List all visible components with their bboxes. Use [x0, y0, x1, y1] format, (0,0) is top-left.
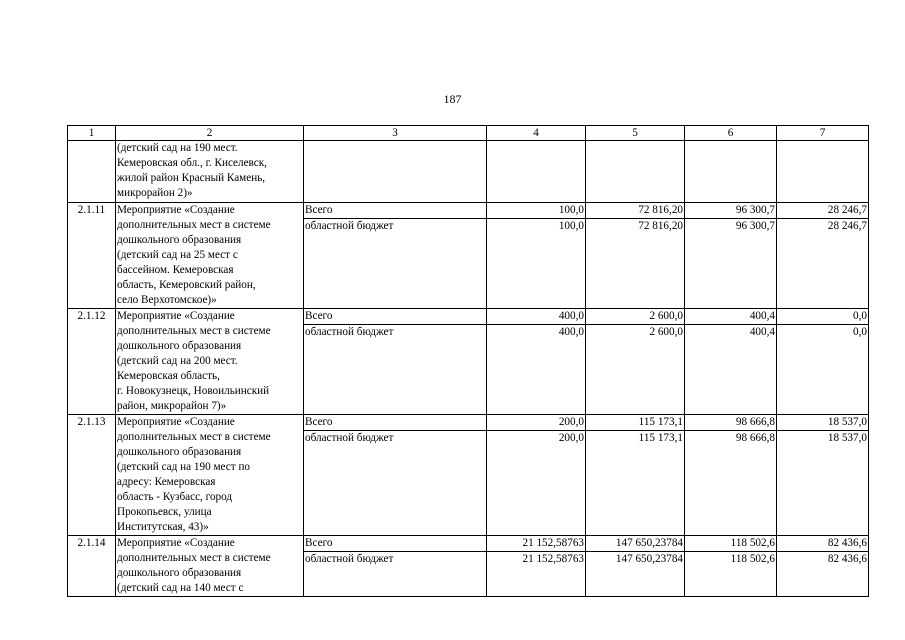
row-empty-cell [777, 141, 869, 203]
row-description: (детский сад на 190 мест. Кемеровская обл., г. Киселевск, жилой район Красный Камень, микрорайон 2)» [116, 141, 304, 203]
header-col-7: 7 [777, 126, 869, 141]
funding-source: областной бюджет [304, 325, 487, 415]
value-col-7: 82 436,6 [777, 536, 869, 552]
value-col-4: 400,0 [487, 325, 586, 415]
row-id: 2.1.14 [68, 536, 116, 597]
value-col-5: 72 816,20 [586, 219, 685, 309]
table-row [68, 203, 869, 219]
funding-source: областной бюджет [304, 552, 487, 597]
page-number: 187 [443, 92, 462, 106]
table-row-continuation [68, 141, 869, 203]
value-col-6: 118 502,6 [685, 552, 777, 597]
value-col-5: 2 600,0 [586, 325, 685, 415]
value-col-7: 82 436,6 [777, 552, 869, 597]
header-col-3: 3 [304, 126, 487, 141]
value-col-4: 200,0 [487, 415, 586, 431]
value-col-5: 72 816,20 [586, 203, 685, 219]
row-empty-cell [487, 141, 586, 203]
value-col-5: 2 600,0 [586, 309, 685, 325]
table-row [68, 415, 869, 431]
value-col-5: 147 650,23784 [586, 552, 685, 597]
table-row [68, 309, 869, 325]
value-col-7: 0,0 [777, 325, 869, 415]
value-col-6: 96 300,7 [685, 203, 777, 219]
value-col-6: 118 502,6 [685, 536, 777, 552]
value-col-4: 100,0 [487, 219, 586, 309]
header-col-4: 4 [487, 126, 586, 141]
value-col-4: 100,0 [487, 203, 586, 219]
funding-source: областной бюджет [304, 431, 487, 536]
funding-source: Всего [304, 203, 487, 219]
value-col-7: 18 537,0 [777, 415, 869, 431]
value-col-7: 28 246,7 [777, 203, 869, 219]
row-description: Мероприятие «Создание дополнительных мест в системе дошкольного образования (детский сад на 190 мест по адресу: Кемеровская область - Кузбасс, город Прокопьевск, улица Институтская, 43)» [116, 415, 304, 536]
table-row [68, 536, 869, 552]
value-col-6: 98 666,8 [685, 415, 777, 431]
funding-source: областной бюджет [304, 219, 487, 309]
value-col-5: 147 650,23784 [586, 536, 685, 552]
value-col-7: 18 537,0 [777, 431, 869, 536]
header-col-2: 2 [116, 126, 304, 141]
row-description: Мероприятие «Создание дополнительных мест в системе дошкольного образования (детский сад на 200 мест. Кемеровская область, г. Новокузнецк, Новоильинский район, микрорайон 7)» [116, 309, 304, 415]
row-id: 2.1.13 [68, 415, 116, 536]
funding-source: Всего [304, 309, 487, 325]
row-empty-cell [586, 141, 685, 203]
value-col-6: 400,4 [685, 309, 777, 325]
row-empty-cell [304, 141, 487, 203]
value-col-6: 400,4 [685, 325, 777, 415]
value-col-6: 96 300,7 [685, 219, 777, 309]
row-empty-cell [685, 141, 777, 203]
budget-table [67, 125, 869, 597]
header-col-6: 6 [685, 126, 777, 141]
value-col-4: 400,0 [487, 309, 586, 325]
value-col-5: 115 173,1 [586, 431, 685, 536]
row-id [68, 141, 116, 203]
funding-source: Всего [304, 415, 487, 431]
value-col-4: 200,0 [487, 431, 586, 536]
value-col-6: 98 666,8 [685, 431, 777, 536]
row-id: 2.1.12 [68, 309, 116, 415]
header-row [68, 126, 869, 141]
row-id: 2.1.11 [68, 203, 116, 309]
funding-source: Всего [304, 536, 487, 552]
row-description: Мероприятие «Создание дополнительных мест в системе дошкольного образования (детский сад на 140 мест с [116, 536, 304, 597]
value-col-4: 21 152,58763 [487, 552, 586, 597]
row-description: Мероприятие «Создание дополнительных мест в системе дошкольного образования (детский сад на 25 мест с бассейном. Кемеровская область, Кемеровский район, село Верхотомское)» [116, 203, 304, 309]
value-col-5: 115 173,1 [586, 415, 685, 431]
value-col-7: 28 246,7 [777, 219, 869, 309]
header-col-5: 5 [586, 126, 685, 141]
header-col-1: 1 [68, 126, 116, 141]
value-col-4: 21 152,58763 [487, 536, 586, 552]
value-col-7: 0,0 [777, 309, 869, 325]
